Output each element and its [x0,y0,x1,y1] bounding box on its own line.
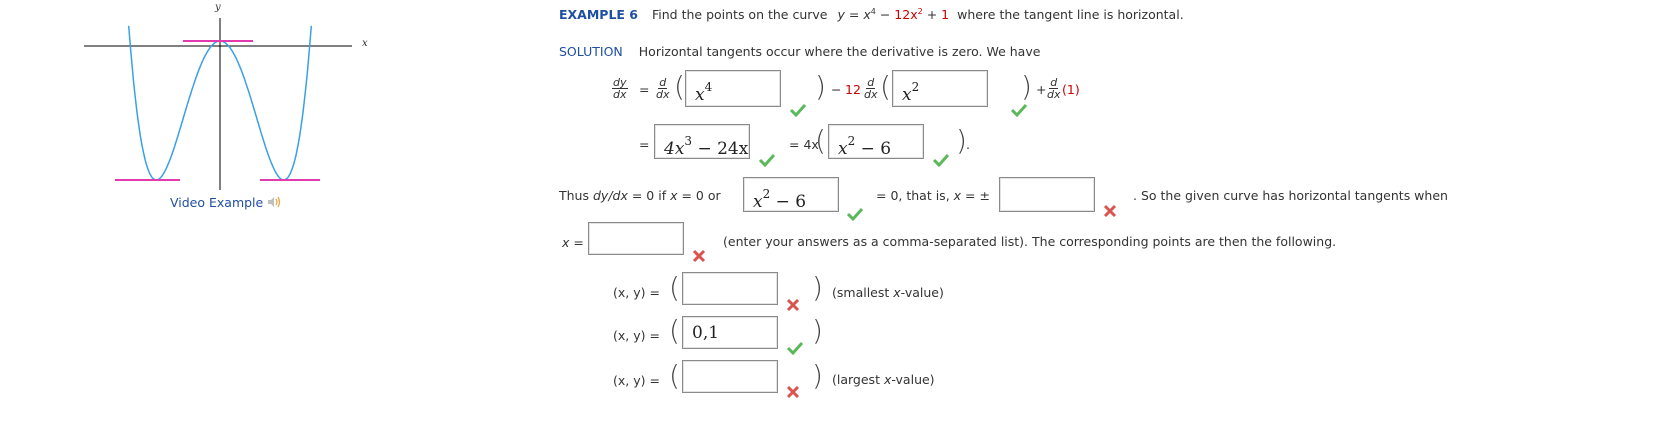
dy-dx-fraction: $\frac{dy}{dx}$ [613,76,627,101]
thus-text-2: = 0, that is, x = ± [876,188,990,203]
x-axis-label: x [362,38,368,49]
d-dx-operator: $\frac{d}{dx}$ [656,76,670,101]
video-example-label: Video Example [170,195,264,210]
close-paren-3: ) [956,124,967,157]
example-prompt: Find the points on the curve [652,7,828,23]
check-icon [789,103,807,117]
close-paren-p1: ) [812,271,823,304]
wrong-x-icon [692,249,706,263]
plus-sign: + [1036,82,1047,97]
speaker-icon [267,195,283,209]
close-paren-p2: ) [812,314,823,347]
equals-sign-2: = [639,137,650,152]
answer-box-derivative[interactable]: $4x^3 - 24x$ [654,124,750,159]
x-row-hint: (enter your answers as a comma-separated list). The corresponding points are then the following. [723,234,1337,249]
answer-box-x2[interactable]: $x^2$ [892,70,988,107]
open-paren-3: ( [815,124,826,157]
solution-text: Horizontal tangents occur where the derivative is zero. We have [638,44,1041,59]
wrong-x-icon [786,385,800,399]
open-paren-p2: ( [669,314,680,347]
curve-equation: $y = x^4 - 12x^2 + 1$ [837,7,950,23]
answer-box-point-1[interactable] [682,272,778,305]
check-icon [846,207,864,221]
example-line [559,7,1184,22]
factored-prefix: = 4x [789,137,819,152]
answer-box-x4[interactable]: $x^4$ [685,70,781,107]
period: . [966,137,970,152]
point-label: (x, y) = [613,373,660,388]
solution-label: SOLUTION [559,44,623,59]
y-axis-label: y [215,2,221,13]
answer-box-x-list[interactable] [588,222,684,255]
point-label: (x, y) = [613,285,660,300]
check-icon [786,341,804,355]
close-paren-2: ) [1021,70,1032,103]
open-paren-2: ( [880,70,891,103]
close-paren: ) [815,70,826,103]
curve-graph [70,0,390,190]
example-label: EXAMPLE 6 [559,7,639,23]
equals-sign: = [639,82,650,97]
check-icon [1010,103,1028,117]
d-dx-operator-2: $\frac{d}{dx}$ [864,76,878,101]
thus-text-3: . So the given curve has horizontal tangents when [1133,188,1448,203]
point-label: (x, y) = [613,328,660,343]
answer-box-x-value[interactable] [999,177,1095,212]
wrong-x-icon [786,298,800,312]
open-paren-p3: ( [669,359,680,392]
example-prompt-suffix: where the tangent line is horizontal. [957,7,1184,23]
minus-sign: − [831,82,842,97]
open-paren: ( [674,70,685,103]
close-paren-p3: ) [812,359,823,392]
solution-line [559,44,1040,59]
point-note: (largest x-value) [832,372,935,387]
check-icon [932,153,950,167]
d-dx-operator-3: $\frac{d}{dx}$ [1047,76,1061,101]
check-icon [758,153,776,167]
answer-box-point-2[interactable]: 0,1 [682,316,778,349]
point-note: (smallest x-value) [832,285,944,300]
answer-box-point-3[interactable] [682,360,778,393]
video-example-link[interactable] [170,195,283,210]
answer-box-factor-2[interactable]: $x^2 - 6$ [743,177,839,212]
open-paren-p1: ( [669,271,680,304]
x-equals-label: x = [562,235,584,250]
wrong-x-icon [1103,204,1117,218]
coef-12: 12 [845,82,861,97]
answer-box-factor[interactable]: $x^2 - 6$ [828,124,924,159]
thus-text: Thus dy/dx = 0 if x = 0 or [559,188,721,203]
constant-term: (1) [1062,82,1080,97]
